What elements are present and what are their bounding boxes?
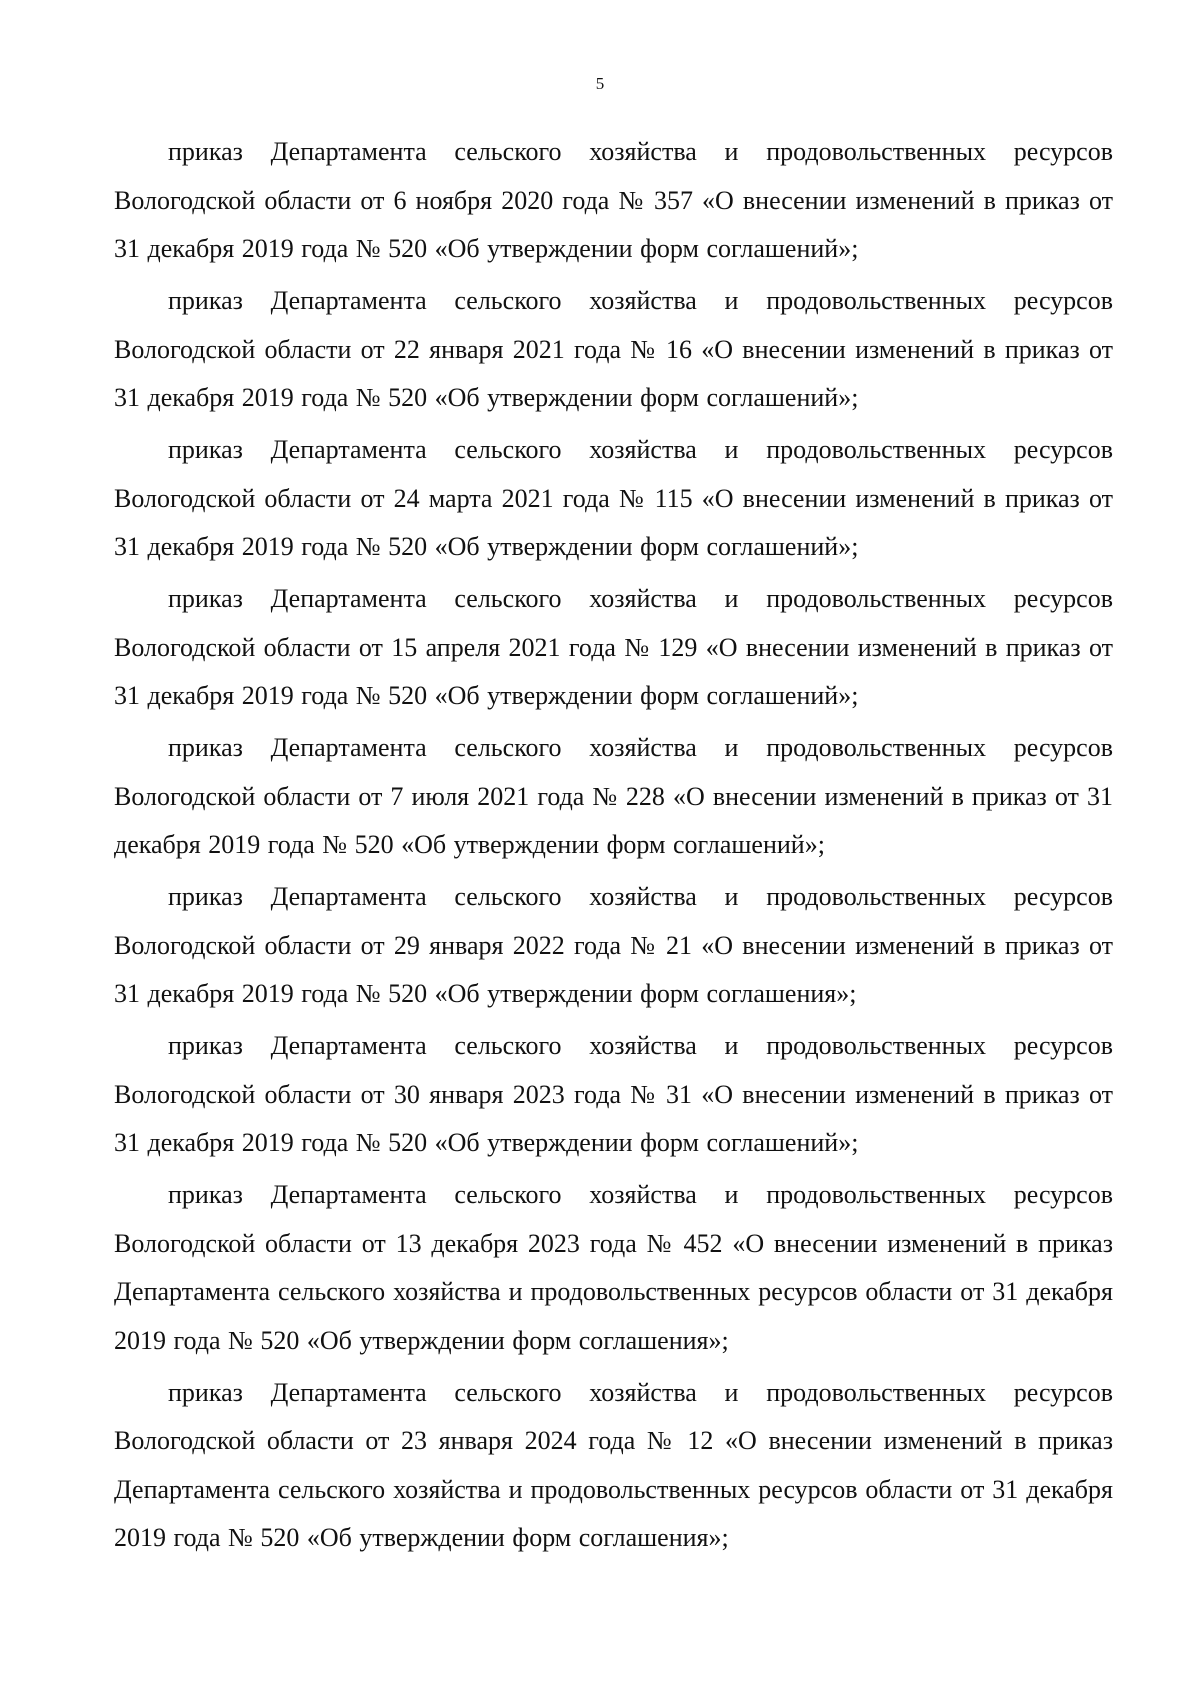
order-paragraph-3: приказ Департамента сельского хозяйства и продовольственных ресурсов Вологодской области от 24 марта 2021 года № 115 «О внесении изменений в приказ от 31 декабря 2019 года № 520 «Об утверждении форм соглашений»; <box>114 435 1113 561</box>
order-paragraph-8: приказ Департамента сельского хозяйства и продовольственных ресурсов Вологодской области от 13 декабря 2023 года № 452 «О внесении изменений в приказ Департамента сельского хозяйства и продовольственных ресурсов области от 31 декабря 2019 года № 520 «Об утверждении форм соглашения»; <box>114 1180 1113 1355</box>
order-paragraph-2: приказ Департамента сельского хозяйства и продовольственных ресурсов Вологодской области от 22 января 2021 года № 16 «О внесении изменений в приказ от 31 декабря 2019 года № 520 «Об утверждении форм соглашений»; <box>114 286 1113 412</box>
order-paragraph-5: приказ Департамента сельского хозяйства и продовольственных ресурсов Вологодской области от 7 июля 2021 года № 228 «О внесении изменений в приказ от 31 декабря 2019 года № 520 «Об утверждении форм соглашений»; <box>114 733 1113 859</box>
order-paragraph-7: приказ Департамента сельского хозяйства и продовольственных ресурсов Вологодской области от 30 января 2023 года № 31 «О внесении изменений в приказ от 31 декабря 2019 года № 520 «Об утверждении форм соглашений»; <box>114 1031 1113 1157</box>
order-paragraph-4: приказ Департамента сельского хозяйства и продовольственных ресурсов Вологодской области от 15 апреля 2021 года № 129 «О внесении изменений в приказ от 31 декабря 2019 года № 520 «Об утверждении форм соглашений»; <box>114 584 1113 710</box>
order-paragraph-1: приказ Департамента сельского хозяйства и продовольственных ресурсов Вологодской области от 6 ноября 2020 года № 357 «О внесении изменений в приказ от 31 декабря 2019 года № 520 «Об утверждении форм соглашений»; <box>114 137 1113 263</box>
order-paragraph-9: приказ Департамента сельского хозяйства и продовольственных ресурсов Вологодской области от 23 января 2024 года № 12 «О внесении изменений в приказ Департамента сельского хозяйства и продовольственных ресурсов области от 31 декабря 2019 года № 520 «Об утверждении форм соглашения»; <box>114 1377 1113 1552</box>
page-number: 5 <box>595 74 605 93</box>
document-body <box>114 128 1113 1566</box>
order-paragraph-6: приказ Департамента сельского хозяйства и продовольственных ресурсов Вологодской области от 29 января 2022 года № 21 «О внесении изменений в приказ от 31 декабря 2019 года № 520 «Об утверждении форм соглашения»; <box>114 882 1113 1008</box>
